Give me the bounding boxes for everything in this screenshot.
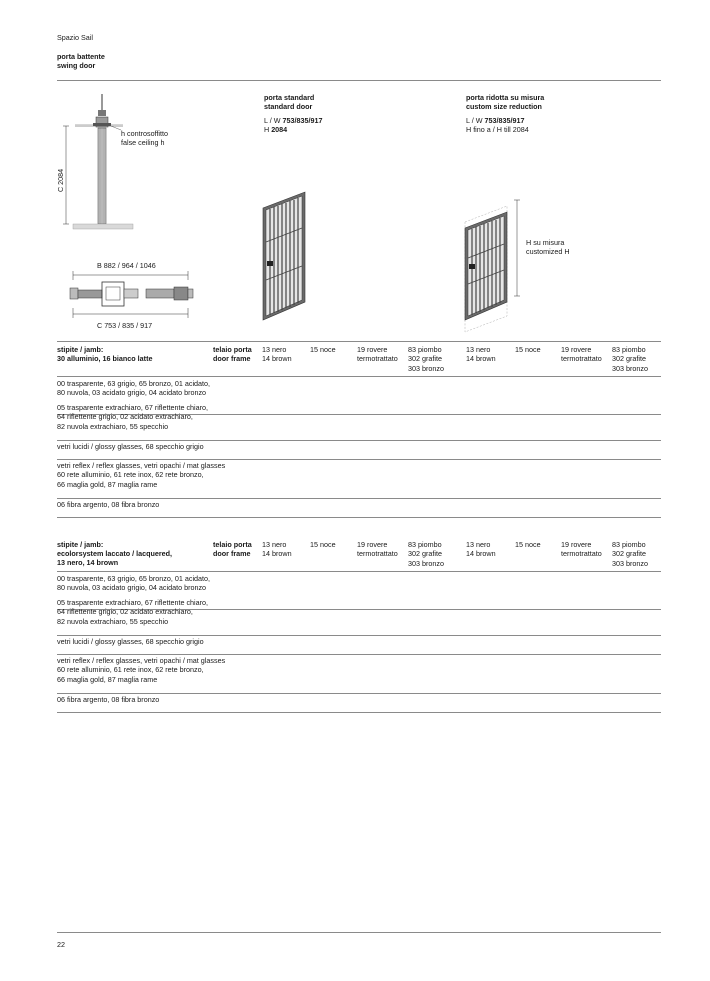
standard-width [264, 116, 323, 125]
glass-row-divider [57, 440, 661, 441]
custom-width-values: 753/835/917 [484, 116, 525, 125]
door-frame-label-it: telaio porta [213, 540, 252, 549]
plan-drawing [70, 268, 195, 320]
glass-row-divider [57, 498, 661, 499]
finish-cell: 15 noce [515, 345, 541, 354]
finish-cell: 83 piombo 302 grafite 303 bronzo [612, 345, 648, 373]
standard-door-illustration [255, 190, 315, 325]
product-title-it: porta battente [57, 52, 105, 61]
height-dimension-label: C 2084 [56, 168, 65, 192]
glass-row-divider [57, 635, 661, 636]
door-frame-label-en: door frame [213, 354, 251, 363]
header-divider [57, 80, 661, 81]
glass-row: vetri reflex / reflex glasses, vetri opachi / mat glasses 60 rete alluminio, 61 rete inox, 62 rete bronzo, 66 maglia gold, 87 maglia rame [57, 461, 226, 489]
standard-height-value: 2084 [271, 125, 288, 134]
glass-row: 00 trasparente, 63 grigio, 65 bronzo, 01 acidato, 80 nuvola, 03 acidato grigio, 04 acidato bronzo [57, 574, 211, 593]
glass-row-divider [57, 517, 661, 518]
finish-cell: 13 nero 14 brown [262, 345, 292, 364]
ceiling-label-it: h controsoffitto [121, 129, 169, 138]
standard-width-prefix: L / W [264, 116, 283, 125]
finish-cell: 15 noce [310, 345, 336, 354]
glass-row: vetri lucidi / glossy glasses, 68 specchio grigio [57, 637, 204, 646]
jamb-label: stipite / jamb: [57, 345, 104, 354]
finish-cell: 83 piombo 302 grafite 303 bronzo [408, 540, 444, 568]
glass-row: 06 fibra argento, 08 fibra bronzo [57, 500, 160, 509]
glass-row: 06 fibra argento, 08 fibra bronzo [57, 695, 160, 704]
finish-cell: 13 nero 14 brown [466, 345, 496, 364]
glass-row-divider [57, 712, 661, 713]
finish-cell: 19 rovere termotrattato [357, 540, 398, 559]
product-title-en: swing door [57, 61, 96, 70]
glass-row-divider [57, 459, 661, 460]
finish-cell: 83 piombo 302 grafite 303 bronzo [408, 345, 444, 373]
standard-height [264, 125, 287, 134]
section-1-top-divider [57, 341, 661, 342]
footer-divider [57, 932, 661, 933]
custom-title-it: porta ridotta su misura [466, 93, 545, 102]
jamb-label: stipite / jamb: [57, 540, 104, 549]
finish-cell: 19 rovere termotrattato [561, 345, 602, 364]
glass-row-divider [57, 693, 661, 694]
finish-cell: 83 piombo 302 grafite 303 bronzo [612, 540, 648, 568]
door-frame-label-en: door frame [213, 549, 251, 558]
glass-row: 05 trasparente extrachiaro, 67 riflettente chiaro, 64 riflettente grigio, 02 acidato extrachiaro, 82 nuvola extrachiaro, 55 specchio [57, 598, 209, 626]
custom-door-illustration [455, 188, 535, 328]
glass-row: 00 trasparente, 63 grigio, 65 bronzo, 01 acidato, 80 nuvola, 03 acidato grigio, 04 acidato bronzo [57, 379, 211, 398]
section-divider [57, 376, 661, 377]
page-number: 22 [57, 940, 65, 949]
finish-cell: 19 rovere termotrattato [357, 345, 398, 364]
ceiling-label-en: false ceiling h [121, 138, 165, 147]
section-drawing [57, 88, 197, 238]
finish-cell: 15 noce [310, 540, 336, 549]
finish-cell: 13 nero 14 brown [262, 540, 292, 559]
custom-width [466, 116, 525, 125]
custom-width-prefix: L / W [466, 116, 485, 125]
custom-h-label-it: H su misura [526, 238, 565, 247]
brand-title: Spazio Sail [57, 33, 93, 42]
custom-height: H fino a / H till 2084 [466, 125, 529, 134]
standard-width-values: 753/835/917 [282, 116, 323, 125]
glass-row-divider [57, 654, 661, 655]
custom-h-label-en: customized H [526, 247, 570, 256]
finish-cell: 15 noce [515, 540, 541, 549]
standard-height-prefix: H [264, 125, 272, 134]
finish-cell: 19 rovere termotrattato [561, 540, 602, 559]
door-frame-label-it: telaio porta [213, 345, 252, 354]
width-b-label: B 882 / 964 / 1046 [97, 261, 156, 270]
glass-row: vetri reflex / reflex glasses, vetri opachi / mat glasses 60 rete alluminio, 61 rete inox, 62 rete bronzo, 66 maglia gold, 87 maglia rame [57, 656, 226, 684]
standard-title-it: porta standard [264, 93, 315, 102]
jamb-value: ecolorsystem laccato / lacquered, 13 nero, 14 brown [57, 549, 173, 568]
jamb-value: 30 alluminio, 16 bianco latte [57, 354, 153, 363]
custom-title-en: custom size reduction [466, 102, 542, 111]
section-divider [57, 571, 661, 572]
glass-row: vetri lucidi / glossy glasses, 68 specchio grigio [57, 442, 204, 451]
finish-cell: 13 nero 14 brown [466, 540, 496, 559]
glass-row: 05 trasparente extrachiaro, 67 riflettente chiaro, 64 riflettente grigio, 02 acidato extrachiaro, 82 nuvola extrachiaro, 55 specchio [57, 403, 209, 431]
width-c-label: C 753 / 835 / 917 [97, 321, 153, 330]
standard-title-en: standard door [264, 102, 313, 111]
